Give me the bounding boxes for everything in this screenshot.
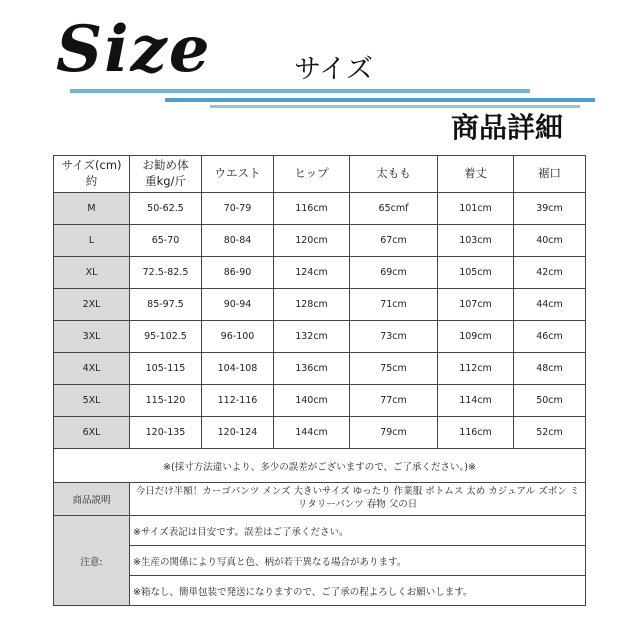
- size-label-cell: 2XL: [54, 289, 130, 321]
- table-cell: 46cm: [514, 321, 586, 353]
- table-cell: 42cm: [514, 257, 586, 289]
- table-cell: 144cm: [274, 417, 350, 449]
- table-cell: 71cm: [350, 289, 438, 321]
- table-cell: 70-79: [202, 193, 274, 225]
- size-label-cell: 6XL: [54, 417, 130, 449]
- table-cell: 72.5-82.5: [130, 257, 202, 289]
- notes-label: 注意:: [54, 516, 130, 606]
- table-cell: 73cm: [350, 321, 438, 353]
- table-cell: 105-115: [130, 353, 202, 385]
- note-row: [54, 516, 586, 546]
- size-label-cell: L: [54, 225, 130, 257]
- decorative-line-3: [210, 105, 580, 108]
- measurement-notice: ※(採寸方法違いより、多少の誤差がございますので、ご了承ください。)※: [54, 449, 586, 483]
- header-size: サイズ(cm) 約: [54, 156, 130, 193]
- table-cell: 52cm: [514, 417, 586, 449]
- table-cell: 65-70: [130, 225, 202, 257]
- table-header-row: [54, 156, 586, 193]
- table-cell: 120cm: [274, 225, 350, 257]
- table-cell: 69cm: [350, 257, 438, 289]
- table-cell: 132cm: [274, 321, 350, 353]
- table-cell: 80-84: [202, 225, 274, 257]
- table-row: [54, 353, 586, 385]
- table-cell: 96-100: [202, 321, 274, 353]
- size-logo-text: Size: [56, 12, 212, 87]
- table-cell: 50-62.5: [130, 193, 202, 225]
- size-subtitle: サイズ: [294, 54, 373, 85]
- header-hip: ヒップ: [274, 156, 350, 193]
- table-cell: 115-120: [130, 385, 202, 417]
- header-thigh: 太もも: [350, 156, 438, 193]
- note-item: ※サイズ表記は目安です。誤差はご了承ください。: [130, 516, 586, 546]
- note-row: [54, 546, 586, 576]
- decorative-line-2: [165, 98, 595, 102]
- table-row: [54, 385, 586, 417]
- table-cell: 120-124: [202, 417, 274, 449]
- header-hem: 裾口: [514, 156, 586, 193]
- table-cell: 112-116: [202, 385, 274, 417]
- section-title-product-details: 商品詳細: [451, 111, 564, 144]
- table-row: [54, 321, 586, 353]
- note-row: [54, 576, 586, 606]
- table-cell: 114cm: [438, 385, 514, 417]
- table-cell: 116cm: [438, 417, 514, 449]
- table-cell: 104-108: [202, 353, 274, 385]
- table-cell: 101cm: [438, 193, 514, 225]
- product-description-label: 商品説明: [54, 483, 130, 516]
- table-cell: 107cm: [438, 289, 514, 321]
- table-cell: 40cm: [514, 225, 586, 257]
- note-item: ※生産の関係により写真と色、柄が若干異なる場合があります。: [130, 546, 586, 576]
- table-cell: 120-135: [130, 417, 202, 449]
- table-cell: 128cm: [274, 289, 350, 321]
- table-cell: 136cm: [274, 353, 350, 385]
- table-cell: 90-94: [202, 289, 274, 321]
- table-cell: 79cm: [350, 417, 438, 449]
- table-cell: 77cm: [350, 385, 438, 417]
- decorative-line-1: [70, 89, 530, 93]
- table-cell: 39cm: [514, 193, 586, 225]
- table-cell: 116cm: [274, 193, 350, 225]
- table-row: [54, 257, 586, 289]
- table-cell: 44cm: [514, 289, 586, 321]
- header-recommended-weight: お勧め体 重kg/斤: [130, 156, 202, 193]
- size-label-cell: 5XL: [54, 385, 130, 417]
- table-cell: 67cm: [350, 225, 438, 257]
- table-row: [54, 417, 586, 449]
- table-cell: 140cm: [274, 385, 350, 417]
- table-row: [54, 225, 586, 257]
- table-cell: 124cm: [274, 257, 350, 289]
- product-description-row: [54, 483, 586, 516]
- table-cell: 103cm: [438, 225, 514, 257]
- product-description-text: 今日だけ半額！カーゴパンツ メンズ 大きいサイズ ゆったり 作業服 ボトムス 太め カジュアル ズボン ミリタリーパンツ 春物 父の日: [130, 483, 586, 516]
- note-item: ※箱なし、簡単包装で発送になりますので、ご了承の程よろしくお願いします。: [130, 576, 586, 606]
- size-chart-table: [53, 155, 586, 606]
- table-cell: 95-102.5: [130, 321, 202, 353]
- table-cell: 85-97.5: [130, 289, 202, 321]
- header-length: 着丈: [438, 156, 514, 193]
- table-cell: 48cm: [514, 353, 586, 385]
- table-row: [54, 289, 586, 321]
- header-waist: ウエスト: [202, 156, 274, 193]
- table-cell: 112cm: [438, 353, 514, 385]
- size-label-cell: M: [54, 193, 130, 225]
- table-cell: 65cmf: [350, 193, 438, 225]
- table-row: [54, 193, 586, 225]
- measurement-notice-row: [54, 449, 586, 483]
- table-cell: 50cm: [514, 385, 586, 417]
- table-cell: 109cm: [438, 321, 514, 353]
- table-cell: 86-90: [202, 257, 274, 289]
- table-cell: 75cm: [350, 353, 438, 385]
- size-label-cell: XL: [54, 257, 130, 289]
- size-label-cell: 3XL: [54, 321, 130, 353]
- table-cell: 105cm: [438, 257, 514, 289]
- size-label-cell: 4XL: [54, 353, 130, 385]
